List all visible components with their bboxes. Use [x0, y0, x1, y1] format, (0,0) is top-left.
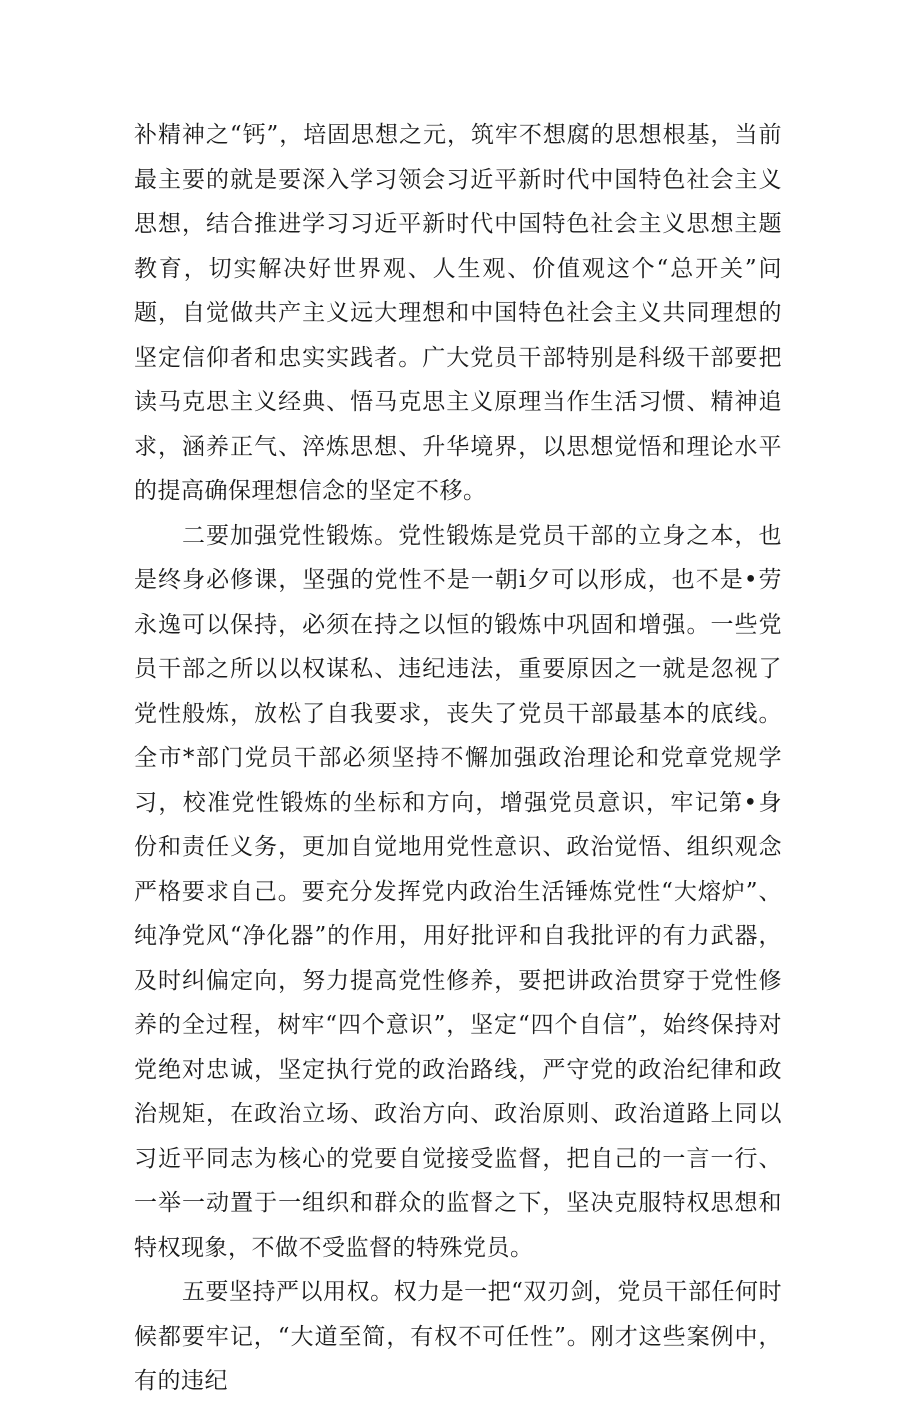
paragraph-2: 二要加强党性锻炼。党性锻炼是党员干部的立身之本，也是终身必修课，坚强的党性不是一朝i夕可以形成，也不是•劳永逸可以保持，必须在持之以恒的锻炼中巩固和增强。一些党员干部之所以以权谋私、违纪违法，重要原因之一就是忽视了党性般炼，放松了自我要求，丧失了党员干部最基本的底线。全市*部门党员干部必须坚持不懈加强政治理论和党章党规学习，校准党性锻炼的坐标和方向，增强党员意识，牢记第•身份和责任义务，更加自觉地用党性意识、政治觉悟、组织观念严格要求自己。要充分发挥党内政治生活锤炼党性“大熔炉”、纯净党风“净化器”的作用，用好批评和自我批评的有力武器，及时纠偏定向，努力提高党性修养，要把讲政治贯穿于党性修养的全过程，树牢“四个意识”，坚定“四个自信”，始终保持对党绝对忠诚，坚定执行党的政治路线，严守党的政治纪律和政治规矩，在政治立场、政治方向、政治原则、政治道路上同以习近平同志为核心的党要自觉接受监督，把自己的一言一行、一举一动置于一组织和群众的监督之下，坚决克服特权思想和特权现象，不做不受监督的特殊党员。: [134, 522, 782, 1261]
document-body: [134, 113, 782, 1404]
paragraph-1: 补精神之“钙”，培固思想之元，筑牢不想腐的思想根基，当前最主要的就是要深入学习领会习近平新时代中国特色社会主义思想，结合推进学习习近平新时代中国特色社会主义思想主题教育，切实解决好世界观、人生观、价值观这个“总开关”问题，自觉做共产主义远大理想和中国特色社会主义共同理想的坚定信仰者和忠实实践者。广大党员干部特别是科级干部要把读马克思主义经典、悟马克思主义原理当作生活习惯、精神追求，涵养正气、淬炼思想、升华境界，以思想觉悟和理论水平的提高确保理想信念的坚定不移。: [134, 122, 782, 504]
paragraph-3: 五要坚持严以用权。权力是一把“双刃剑，党员干部任何时候都要牢记，“大道至简，有权不可任性”。刚才这些案例中，有的违纪: [134, 1279, 782, 1394]
